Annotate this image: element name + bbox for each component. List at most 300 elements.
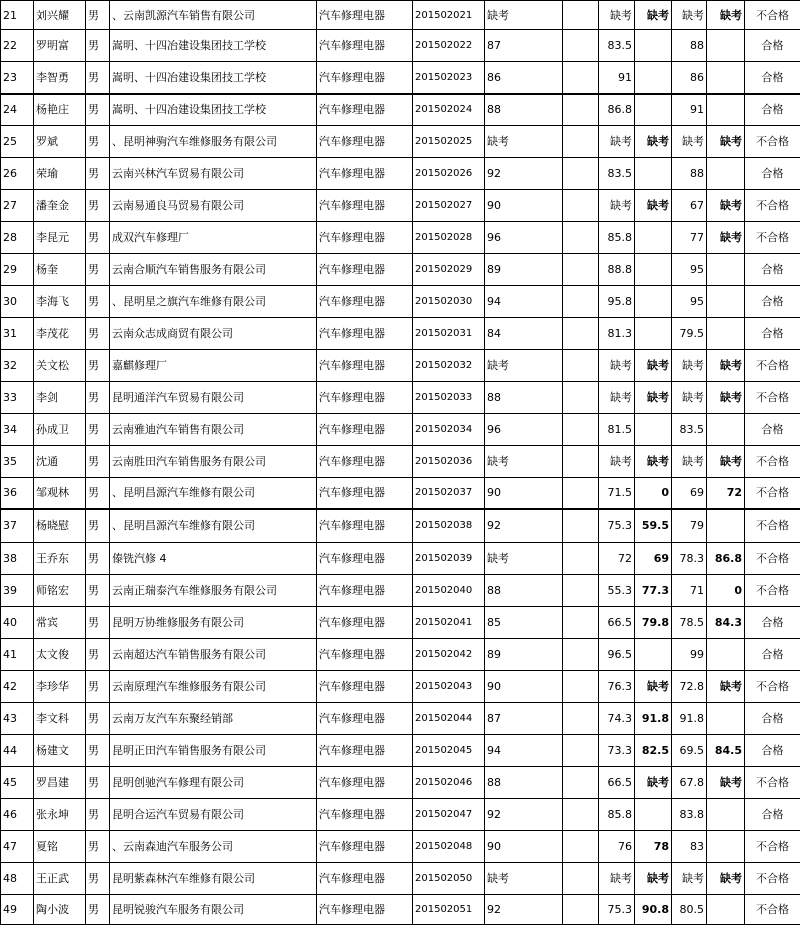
score-5-cell: 缺考 [672, 446, 707, 478]
employer-cell: 傣铣汽修 4 [110, 543, 317, 575]
exam-number-cell: 201502043 [413, 671, 485, 703]
score-3-cell: 83.5 [599, 158, 635, 190]
row-index-cell: 35 [1, 446, 34, 478]
result-cell: 不合格 [745, 671, 800, 703]
score-2-cell [563, 607, 599, 639]
result-cell: 不合格 [745, 222, 800, 254]
score-3-cell: 缺考 [599, 190, 635, 222]
table-row [1, 799, 800, 831]
sex-cell: 男 [86, 639, 110, 671]
score-5-cell: 91 [672, 94, 707, 126]
score-4-cell [635, 30, 672, 62]
score-2-cell [563, 831, 599, 863]
result-cell: 合格 [745, 639, 800, 671]
table-row [1, 222, 800, 254]
result-cell: 合格 [745, 703, 800, 735]
name-cell: 李文科 [34, 703, 86, 735]
job-type-cell: 汽车修理电器 [317, 158, 413, 190]
score-5-cell: 缺考 [672, 1, 707, 30]
score-2-cell [563, 382, 599, 414]
sex-cell: 男 [86, 735, 110, 767]
table-row [1, 414, 800, 446]
name-cell: 李海飞 [34, 286, 86, 318]
name-cell: 杨晓慰 [34, 509, 86, 543]
job-type-cell: 汽车修理电器 [317, 30, 413, 62]
score-6-cell: 缺考 [707, 446, 745, 478]
result-cell: 不合格 [745, 350, 800, 382]
score-3-cell: 81.5 [599, 414, 635, 446]
result-cell: 合格 [745, 735, 800, 767]
job-type-cell: 汽车修理电器 [317, 575, 413, 607]
score-3-cell: 缺考 [599, 1, 635, 30]
row-index-cell: 34 [1, 414, 34, 446]
exam-number-cell: 201502034 [413, 414, 485, 446]
row-index-cell: 24 [1, 94, 34, 126]
exam-number-cell: 201502039 [413, 543, 485, 575]
score-1-cell: 88 [485, 94, 563, 126]
exam-number-cell: 201502023 [413, 62, 485, 94]
score-4-cell [635, 318, 672, 350]
sex-cell: 男 [86, 222, 110, 254]
score-2-cell [563, 639, 599, 671]
exam-number-cell: 201502046 [413, 767, 485, 799]
job-type-cell: 汽车修理电器 [317, 478, 413, 509]
score-2-cell [563, 671, 599, 703]
score-6-cell [707, 509, 745, 543]
result-cell: 不合格 [745, 575, 800, 607]
sex-cell: 男 [86, 543, 110, 575]
employer-cell: 云南原理汽车维修服务有限公司 [110, 671, 317, 703]
sex-cell: 男 [86, 478, 110, 509]
score-1-cell: 缺考 [485, 350, 563, 382]
job-type-cell: 汽车修理电器 [317, 126, 413, 158]
table-row [1, 607, 800, 639]
employer-cell: 、昆明星之旗汽车维修有限公司 [110, 286, 317, 318]
row-index-cell: 43 [1, 703, 34, 735]
score-2-cell [563, 543, 599, 575]
score-6-cell: 86.8 [707, 543, 745, 575]
result-cell: 不合格 [745, 1, 800, 30]
score-2-cell [563, 62, 599, 94]
exam-number-cell: 201502048 [413, 831, 485, 863]
score-5-cell: 71 [672, 575, 707, 607]
score-5-cell: 79 [672, 509, 707, 543]
score-2-cell [563, 478, 599, 509]
name-cell: 李珍华 [34, 671, 86, 703]
employer-cell: 云南雅迪汽车销售有限公司 [110, 414, 317, 446]
employer-cell: 云南易通良马贸易有限公司 [110, 190, 317, 222]
score-3-cell: 71.5 [599, 478, 635, 509]
job-type-cell: 汽车修理电器 [317, 446, 413, 478]
sex-cell: 男 [86, 703, 110, 735]
exam-number-cell: 201502044 [413, 703, 485, 735]
job-type-cell: 汽车修理电器 [317, 222, 413, 254]
score-2-cell [563, 575, 599, 607]
score-4-cell [635, 639, 672, 671]
sex-cell: 男 [86, 799, 110, 831]
score-2-cell [563, 126, 599, 158]
exam-number-cell: 201502051 [413, 895, 485, 925]
exam-number-cell: 201502027 [413, 190, 485, 222]
job-type-cell: 汽车修理电器 [317, 607, 413, 639]
employer-cell: 、云南森迪汽车服务公司 [110, 831, 317, 863]
score-5-cell: 78.3 [672, 543, 707, 575]
employer-cell: 云南超达汽车销售服务有限公司 [110, 639, 317, 671]
table-row [1, 62, 800, 94]
name-cell: 李智勇 [34, 62, 86, 94]
score-5-cell: 86 [672, 62, 707, 94]
row-index-cell: 21 [1, 1, 34, 30]
name-cell: 罗明富 [34, 30, 86, 62]
name-cell: 杨建文 [34, 735, 86, 767]
score-1-cell: 90 [485, 190, 563, 222]
employer-cell: 、昆明昌源汽车维修有限公司 [110, 509, 317, 543]
employer-cell: 嘉麒修理厂 [110, 350, 317, 382]
row-index-cell: 45 [1, 767, 34, 799]
job-type-cell: 汽车修理电器 [317, 543, 413, 575]
score-2-cell [563, 863, 599, 895]
employer-cell: 昆明锐骏汽车服务有限公司 [110, 895, 317, 925]
score-1-cell: 84 [485, 318, 563, 350]
score-2-cell [563, 94, 599, 126]
score-3-cell: 缺考 [599, 382, 635, 414]
row-index-cell: 41 [1, 639, 34, 671]
row-index-cell: 36 [1, 478, 34, 509]
score-1-cell: 92 [485, 799, 563, 831]
exam-number-cell: 201502022 [413, 30, 485, 62]
result-cell: 合格 [745, 414, 800, 446]
employer-cell: 昆明合运汽车贸易有限公司 [110, 799, 317, 831]
exam-number-cell: 201502024 [413, 94, 485, 126]
score-2-cell [563, 350, 599, 382]
job-type-cell: 汽车修理电器 [317, 767, 413, 799]
name-cell: 杨奎 [34, 254, 86, 286]
score-3-cell: 缺考 [599, 446, 635, 478]
sex-cell: 男 [86, 94, 110, 126]
result-cell: 不合格 [745, 382, 800, 414]
exam-number-cell: 201502038 [413, 509, 485, 543]
score-3-cell: 缺考 [599, 350, 635, 382]
sex-cell: 男 [86, 254, 110, 286]
score-5-cell: 78.5 [672, 607, 707, 639]
sex-cell: 男 [86, 895, 110, 925]
score-5-cell: 95 [672, 254, 707, 286]
score-4-cell: 82.5 [635, 735, 672, 767]
score-5-cell: 83 [672, 831, 707, 863]
score-4-cell: 缺考 [635, 767, 672, 799]
sex-cell: 男 [86, 318, 110, 350]
sex-cell: 男 [86, 831, 110, 863]
employer-cell: 昆明创驰汽车修理有限公司 [110, 767, 317, 799]
score-6-cell [707, 62, 745, 94]
result-cell: 不合格 [745, 863, 800, 895]
score-2-cell [563, 703, 599, 735]
name-cell: 王正武 [34, 863, 86, 895]
result-cell: 不合格 [745, 446, 800, 478]
sex-cell: 男 [86, 286, 110, 318]
score-5-cell: 95 [672, 286, 707, 318]
table-row [1, 30, 800, 62]
score-5-cell: 缺考 [672, 863, 707, 895]
score-5-cell: 79.5 [672, 318, 707, 350]
score-1-cell: 缺考 [485, 126, 563, 158]
job-type-cell: 汽车修理电器 [317, 190, 413, 222]
employer-cell: 昆明正田汽车销售服务有限公司 [110, 735, 317, 767]
score-5-cell: 83.8 [672, 799, 707, 831]
employer-cell: 云南胜田汽车销售服务有限公司 [110, 446, 317, 478]
score-1-cell: 96 [485, 414, 563, 446]
table-row [1, 350, 800, 382]
score-6-cell: 84.5 [707, 735, 745, 767]
score-1-cell: 88 [485, 767, 563, 799]
row-index-cell: 26 [1, 158, 34, 190]
table-row [1, 446, 800, 478]
employer-cell: 云南合顺汽车销售服务有限公司 [110, 254, 317, 286]
job-type-cell: 汽车修理电器 [317, 382, 413, 414]
result-cell: 合格 [745, 158, 800, 190]
result-cell: 合格 [745, 94, 800, 126]
score-6-cell [707, 799, 745, 831]
table-row [1, 639, 800, 671]
table-row [1, 575, 800, 607]
employer-cell: 昆明通洋汽车贸易有限公司 [110, 382, 317, 414]
score-1-cell: 94 [485, 735, 563, 767]
score-1-cell: 87 [485, 703, 563, 735]
exam-number-cell: 201502037 [413, 478, 485, 509]
score-2-cell [563, 414, 599, 446]
sex-cell: 男 [86, 30, 110, 62]
exam-number-cell: 201502029 [413, 254, 485, 286]
score-3-cell: 55.3 [599, 575, 635, 607]
score-6-cell [707, 94, 745, 126]
row-index-cell: 37 [1, 509, 34, 543]
sex-cell: 男 [86, 509, 110, 543]
score-5-cell: 67.8 [672, 767, 707, 799]
exam-number-cell: 201502050 [413, 863, 485, 895]
score-1-cell: 92 [485, 509, 563, 543]
score-3-cell: 76 [599, 831, 635, 863]
table-row [1, 190, 800, 222]
row-index-cell: 31 [1, 318, 34, 350]
employer-cell: 、昆明神驹汽车维修服务有限公司 [110, 126, 317, 158]
table-row [1, 831, 800, 863]
sex-cell: 男 [86, 863, 110, 895]
score-3-cell: 73.3 [599, 735, 635, 767]
score-4-cell: 缺考 [635, 126, 672, 158]
score-4-cell: 缺考 [635, 863, 672, 895]
sex-cell: 男 [86, 382, 110, 414]
exam-number-cell: 201502028 [413, 222, 485, 254]
job-type-cell: 汽车修理电器 [317, 94, 413, 126]
score-4-cell [635, 158, 672, 190]
score-3-cell: 91 [599, 62, 635, 94]
score-5-cell: 69 [672, 478, 707, 509]
employer-cell: 嵩明、十四冶建设集团技工学校 [110, 30, 317, 62]
score-6-cell: 缺考 [707, 222, 745, 254]
score-1-cell: 缺考 [485, 543, 563, 575]
score-6-cell [707, 414, 745, 446]
table-row [1, 1, 800, 30]
score-1-cell: 92 [485, 895, 563, 925]
score-3-cell: 95.8 [599, 286, 635, 318]
name-cell: 关文松 [34, 350, 86, 382]
job-type-cell: 汽车修理电器 [317, 895, 413, 925]
score-1-cell: 缺考 [485, 446, 563, 478]
score-4-cell: 缺考 [635, 190, 672, 222]
score-6-cell [707, 639, 745, 671]
score-6-cell: 缺考 [707, 671, 745, 703]
job-type-cell: 汽车修理电器 [317, 414, 413, 446]
score-5-cell: 缺考 [672, 350, 707, 382]
score-1-cell: 94 [485, 286, 563, 318]
exam-number-cell: 201502033 [413, 382, 485, 414]
score-3-cell: 缺考 [599, 863, 635, 895]
score-5-cell: 88 [672, 30, 707, 62]
result-cell: 不合格 [745, 543, 800, 575]
score-6-cell: 缺考 [707, 350, 745, 382]
row-index-cell: 22 [1, 30, 34, 62]
result-cell: 合格 [745, 254, 800, 286]
job-type-cell: 汽车修理电器 [317, 1, 413, 30]
score-5-cell: 69.5 [672, 735, 707, 767]
job-type-cell: 汽车修理电器 [317, 799, 413, 831]
exam-number-cell: 201502042 [413, 639, 485, 671]
score-3-cell: 74.3 [599, 703, 635, 735]
score-6-cell [707, 286, 745, 318]
score-1-cell: 85 [485, 607, 563, 639]
score-5-cell: 99 [672, 639, 707, 671]
table-row [1, 509, 800, 543]
score-1-cell: 90 [485, 478, 563, 509]
result-cell: 不合格 [745, 831, 800, 863]
score-1-cell: 96 [485, 222, 563, 254]
row-index-cell: 39 [1, 575, 34, 607]
table-body [1, 1, 800, 925]
exam-number-cell: 201502025 [413, 126, 485, 158]
exam-number-cell: 201502032 [413, 350, 485, 382]
employer-cell: 嵩明、十四冶建设集团技工学校 [110, 94, 317, 126]
job-type-cell: 汽车修理电器 [317, 703, 413, 735]
score-6-cell [707, 895, 745, 925]
score-3-cell: 85.8 [599, 799, 635, 831]
result-cell: 合格 [745, 318, 800, 350]
table-row [1, 158, 800, 190]
score-1-cell: 89 [485, 639, 563, 671]
row-index-cell: 28 [1, 222, 34, 254]
row-index-cell: 49 [1, 895, 34, 925]
name-cell: 潘奎金 [34, 190, 86, 222]
score-4-cell: 缺考 [635, 382, 672, 414]
job-type-cell: 汽车修理电器 [317, 735, 413, 767]
score-1-cell: 88 [485, 382, 563, 414]
table-row [1, 703, 800, 735]
table-row [1, 478, 800, 509]
table-row [1, 94, 800, 126]
sex-cell: 男 [86, 190, 110, 222]
sex-cell: 男 [86, 414, 110, 446]
exam-number-cell: 201502047 [413, 799, 485, 831]
score-4-cell: 69 [635, 543, 672, 575]
exam-number-cell: 201502031 [413, 318, 485, 350]
score-6-cell: 0 [707, 575, 745, 607]
score-3-cell: 75.3 [599, 509, 635, 543]
employer-cell: 、云南凯源汽车销售有限公司 [110, 1, 317, 30]
name-cell: 孙成卫 [34, 414, 86, 446]
score-4-cell [635, 414, 672, 446]
score-4-cell [635, 799, 672, 831]
score-6-cell [707, 254, 745, 286]
score-5-cell: 77 [672, 222, 707, 254]
score-2-cell [563, 799, 599, 831]
job-type-cell: 汽车修理电器 [317, 831, 413, 863]
table-row [1, 543, 800, 575]
score-1-cell: 缺考 [485, 863, 563, 895]
score-5-cell: 88 [672, 158, 707, 190]
score-3-cell: 缺考 [599, 126, 635, 158]
score-3-cell: 66.5 [599, 767, 635, 799]
score-2-cell [563, 735, 599, 767]
result-cell: 合格 [745, 62, 800, 94]
name-cell: 太文俊 [34, 639, 86, 671]
score-6-cell: 缺考 [707, 863, 745, 895]
score-3-cell: 85.8 [599, 222, 635, 254]
name-cell: 李昆元 [34, 222, 86, 254]
score-2-cell [563, 30, 599, 62]
exam-number-cell: 201502041 [413, 607, 485, 639]
name-cell: 师铭宏 [34, 575, 86, 607]
score-2-cell [563, 190, 599, 222]
name-cell: 邹观林 [34, 478, 86, 509]
score-1-cell: 86 [485, 62, 563, 94]
exam-number-cell: 201502021 [413, 1, 485, 30]
name-cell: 罗昌建 [34, 767, 86, 799]
employer-cell: 云南正瑞泰汽车维修服务有限公司 [110, 575, 317, 607]
exam-number-cell: 201502036 [413, 446, 485, 478]
score-4-cell: 77.3 [635, 575, 672, 607]
score-2-cell [563, 222, 599, 254]
job-type-cell: 汽车修理电器 [317, 350, 413, 382]
score-2-cell [563, 1, 599, 30]
result-cell: 不合格 [745, 190, 800, 222]
score-3-cell: 76.3 [599, 671, 635, 703]
score-1-cell: 90 [485, 671, 563, 703]
score-2-cell [563, 446, 599, 478]
sex-cell: 男 [86, 767, 110, 799]
name-cell: 张永坤 [34, 799, 86, 831]
score-6-cell: 缺考 [707, 126, 745, 158]
employer-cell: 昆明紫森林汽车维修有限公司 [110, 863, 317, 895]
sex-cell: 男 [86, 126, 110, 158]
score-5-cell: 91.8 [672, 703, 707, 735]
score-4-cell: 78 [635, 831, 672, 863]
score-3-cell: 72 [599, 543, 635, 575]
score-3-cell: 96.5 [599, 639, 635, 671]
row-index-cell: 25 [1, 126, 34, 158]
table-row [1, 318, 800, 350]
score-4-cell [635, 286, 672, 318]
job-type-cell: 汽车修理电器 [317, 286, 413, 318]
score-3-cell: 86.8 [599, 94, 635, 126]
sex-cell: 男 [86, 575, 110, 607]
sex-cell: 男 [86, 62, 110, 94]
score-5-cell: 83.5 [672, 414, 707, 446]
score-6-cell [707, 703, 745, 735]
name-cell: 陶小波 [34, 895, 86, 925]
name-cell: 夏铭 [34, 831, 86, 863]
score-4-cell: 缺考 [635, 446, 672, 478]
score-2-cell [563, 286, 599, 318]
employer-cell: 昆明万协维修服务有限公司 [110, 607, 317, 639]
